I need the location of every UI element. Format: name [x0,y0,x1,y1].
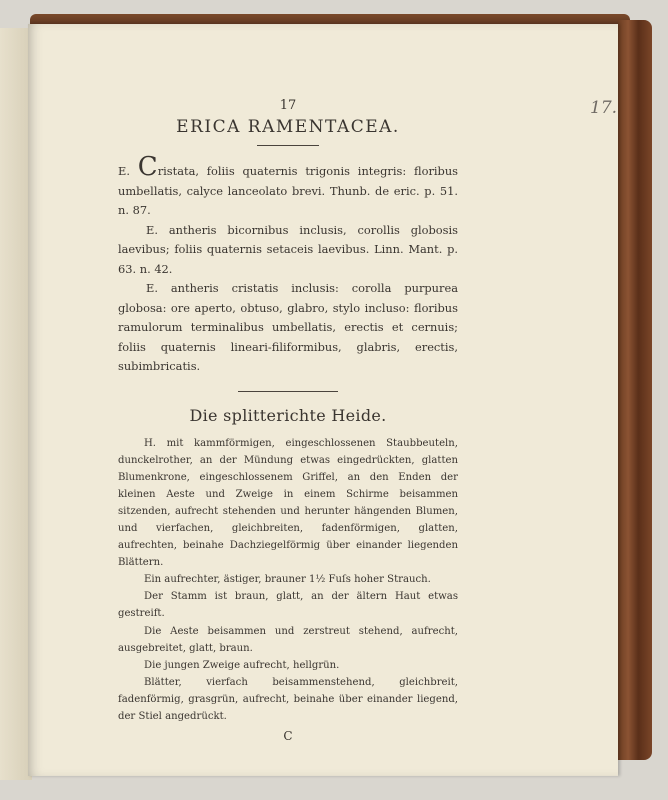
german-heading: Die splitterichte Heide. [189,405,387,425]
german-paragraph: Die jungen Zweige aufrecht, hellgrün. [144,659,340,671]
title-rule [257,145,319,146]
latin-lead: E. [118,164,130,178]
signature-mark: C [283,729,293,744]
book-fore-edge [618,20,652,760]
page-content [118,98,458,755]
german-description [118,435,458,726]
german-paragraph: Ein aufrechter, ästiger, brauner 1½ Fuſs hoher Strauch. [144,574,431,586]
page-title: ERICA RAMENTACEA. [176,117,400,137]
latin-first-text: ristata, foliis quaternis trigonis integris: floribus umbellatis, calyce lanceolato brevi. Thunb. de eric. p. 51. n. 87. [118,164,459,217]
german-paragraph: Blätter, vierfach beisammenstehend, gleichbreit, fadenförmig, grasgrün, aufrecht, beinahe über einander liegend, der Stiel angedrückt. [118,676,458,722]
page-number: 17 [279,98,297,113]
latin-paragraph [118,152,459,221]
latin-description [118,152,459,377]
german-paragraph: H. mit kammförmigen, eingeschlossenen Staubbeuteln, dunckelrother, an der Mündung etwas eingedrückten, glatten Blumenkrone, eingeschlossenem Griffel, an den Enden der kleinen Aeste und Zweige in einem Schirme beisammen sitzenden, aufrecht stehenden und herunter hängenden Blumen, und vierfachen, gleichbreiten, fadenförmigen, glatten, aufrechten, beinahe Dachziegelförmig über einander liegenden Blättern. [118,437,458,569]
drop-cap: C [137,152,158,182]
latin-paragraph: E. antheris bicornibus inclusis, corollis globosis laevibus; foliis quaternis setaceis laevibus. Linn. Mant. p. 63. n. 42. [118,222,458,276]
german-paragraph: Der Stamm ist braun, glatt, an der ältern Haut etwas gestreift. [118,591,458,620]
german-paragraph: Die Aeste beisammen und zerstreut stehend, aufrecht, ausgebreitet, glatt, braun. [118,625,458,654]
pencil-page-number: 17. [590,98,618,118]
section-rule [238,391,338,392]
latin-paragraph: E. antheris cristatis inclusis: corolla purpurea globosa: ore aperto, obtuso, glabro, stylo incluso: floribus ramulorum terminalibus umbellatis, erectis et cernuis; foliis quaternis lineari-filiformibus, glabris, erectis, subimbricatis. [118,281,458,373]
